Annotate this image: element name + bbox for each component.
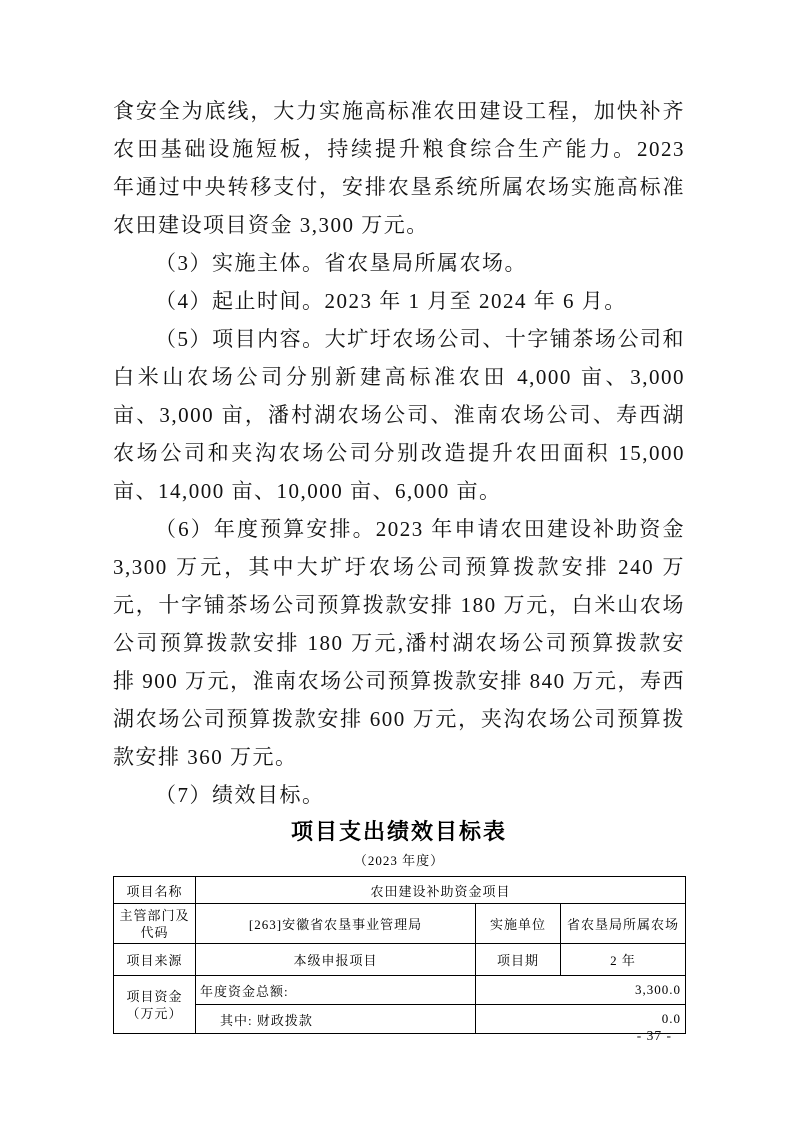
implement-unit-label-cell: 实施单位: [476, 904, 561, 944]
project-name-label-cell: 项目名称: [114, 877, 196, 904]
table-subtitle: （2023 年度）: [353, 853, 445, 868]
department-value-cell: [263]安徽省农垦事业管理局: [196, 904, 476, 944]
department-label-cell: 主管部门及 代码: [114, 904, 196, 944]
implement-unit-value-cell: 省农垦局所属农场: [561, 904, 686, 944]
table-row-department: [114, 904, 686, 944]
body-paragraph-item3: （3）实施主体。省农垦局所属农场。: [155, 251, 527, 275]
table-row-project-name: [114, 877, 686, 904]
annual-total-value-cell: 3,300.0: [476, 976, 686, 1005]
body-paragraph-item4: （4）起止时间。2023 年 1 月至 2024 年 6 月。: [155, 289, 627, 313]
page-number: - 37 -: [636, 1028, 672, 1043]
page-content: [113, 92, 685, 1034]
annual-total-label-cell: 年度资金总额:: [196, 976, 476, 1005]
body-paragraph-item6: （6）年度预算安排。2023 年申请农田建设补助资金 3,300 万元，其中大圹圩农场公司预算拨款安排 240 万元，十字铺茶场公司预算拨款安排 180 万元，白米山农场公司预算拨款安排 180 万元,潘村湖农场公司预算拨款安排 900 万元，淮南农场公司预算拨款安排 840 万元，寿西湖农场公司预算拨款安排 600 万元，夹沟农场公司预算拨款安排 360 万元。: [113, 517, 685, 769]
body-paragraph-item5: （5）项目内容。大圹圩农场公司、十字铺茶场公司和白米山农场公司分别新建高标准农田 4,000 亩、3,000 亩、3,000 亩，潘村湖农场公司、淮南农场公司、寿西湖农场公司和夹沟农场公司分别改造提升农田面积 15,000 亩、14,000 亩、10,000 亩、6,000 亩。: [113, 327, 685, 503]
fiscal-appropriation-value-cell: 0.0: [476, 1005, 686, 1034]
performance-target-table: [113, 876, 686, 1034]
project-name-value-cell: 农田建设补助资金项目: [196, 877, 686, 904]
project-period-value-cell: 2 年: [561, 944, 686, 976]
project-source-label-cell: 项目来源: [114, 944, 196, 976]
table-row-funds-fiscal: [114, 1005, 686, 1034]
project-period-label-cell: 项目期: [476, 944, 561, 976]
table-title: 项目支出绩效目标表: [290, 819, 507, 844]
project-source-value-cell: 本级申报项目: [196, 944, 476, 976]
body-paragraph-item7: （7）绩效目标。: [155, 783, 325, 807]
project-funds-label-cell: 项目资金 （万元）: [114, 976, 196, 1034]
body-paragraph-continuation: 食安全为底线，大力实施高标准农田建设工程，加快补齐农田基础设施短板，持续提升粮食综合生产能力。2023 年通过中央转移支付，安排农垦系统所属农场实施高标准农田建设项目资金 3,300 万元。: [113, 99, 685, 237]
table-row-source: [114, 944, 686, 976]
fiscal-appropriation-label-cell: 其中: 财政拨款: [196, 1005, 476, 1034]
table-row-funds-total: [114, 976, 686, 1005]
